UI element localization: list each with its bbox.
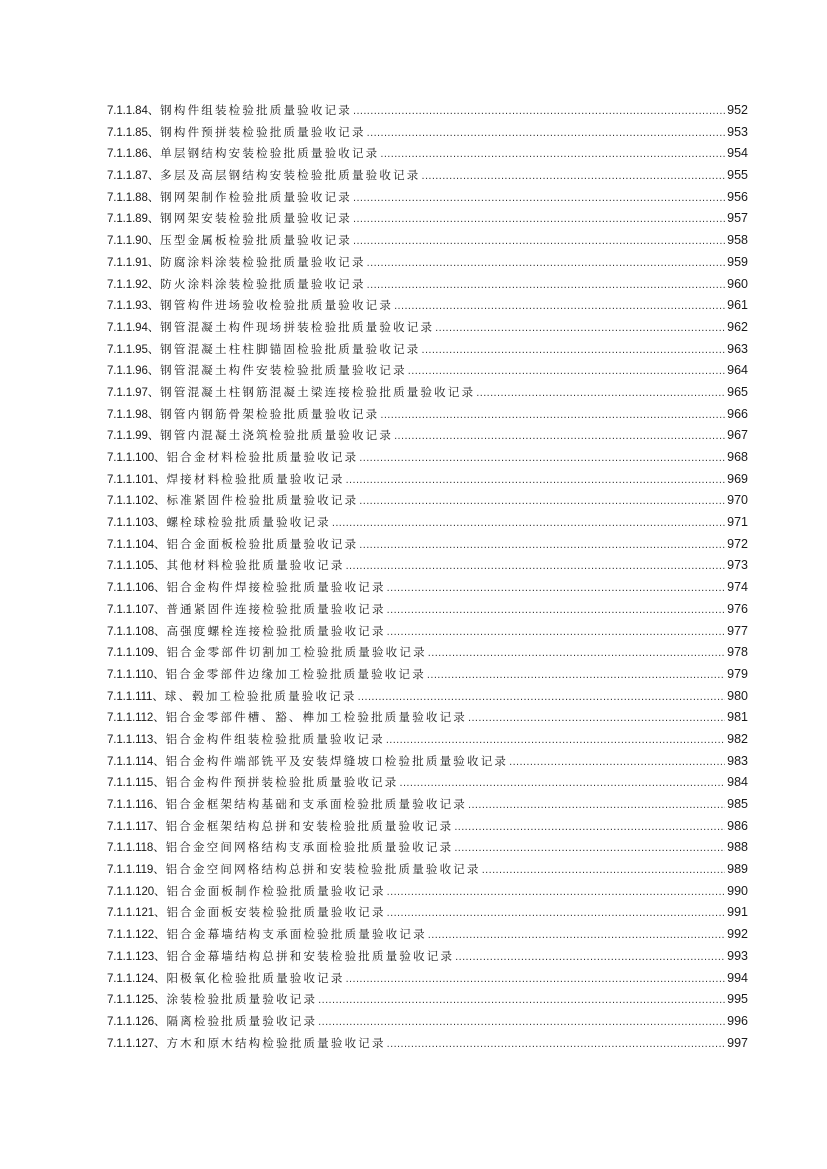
toc-entry[interactable] (107, 902, 748, 924)
toc-entry-number: 7.1.1.122、 (107, 929, 166, 942)
toc-dot-leader (421, 166, 725, 188)
toc-entry-number: 7.1.1.111、 (107, 690, 164, 703)
toc-entry-page-number: 968 (727, 450, 748, 464)
toc-entry[interactable] (107, 100, 748, 122)
toc-dot-leader (435, 318, 725, 340)
toc-entry-page-number: 985 (727, 797, 748, 811)
toc-dot-leader (353, 231, 725, 253)
toc-entry-title: 普通紧固件连接检验批质量验收记录 (166, 601, 386, 616)
toc-entry-number: 7.1.1.119、 (107, 864, 165, 877)
toc-dot-leader (387, 882, 725, 904)
toc-entry-page-number: 958 (727, 233, 748, 248)
toc-entry-page-number: 996 (727, 1013, 748, 1028)
toc-entry[interactable] (107, 274, 748, 296)
toc-dot-leader (387, 1034, 725, 1056)
toc-entry-page-number: 989 (727, 862, 748, 877)
toc-entry[interactable] (107, 317, 748, 339)
toc-entry[interactable] (107, 1033, 748, 1055)
toc-entry-number: 7.1.1.124、 (107, 972, 166, 985)
toc-dot-leader (353, 188, 725, 210)
toc-entry-number: 7.1.1.116、 (107, 799, 165, 811)
toc-entry-number: 7.1.1.125、 (107, 994, 166, 1007)
toc-entry[interactable] (107, 490, 748, 512)
toc-entry-number: 7.1.1.126、 (107, 1015, 166, 1028)
toc-entry-number: 7.1.1.109、 (107, 647, 166, 660)
toc-entry-page-number: 997 (727, 1035, 748, 1050)
toc-entry-page-number: 981 (727, 710, 748, 725)
toc-dot-leader (353, 101, 725, 123)
toc-entry[interactable] (107, 989, 748, 1011)
toc-entry-number: 7.1.1.90、 (107, 235, 160, 248)
toc-entry[interactable] (107, 794, 748, 816)
toc-entry-number: 7.1.1.112、 (107, 712, 165, 725)
toc-entry-page-number: 990 (727, 883, 748, 898)
toc-entry-title: 铝合金框架结构总拼和安装检验批质量验收记录 (165, 818, 454, 833)
toc-entry[interactable] (107, 122, 748, 144)
toc-dot-leader (509, 752, 725, 774)
toc-dot-leader (476, 383, 725, 405)
toc-entry[interactable] (107, 230, 748, 252)
toc-entry-page-number: 979 (727, 666, 748, 681)
toc-entry-title: 铝合金零部件切割加工检验批质量验收记录 (166, 645, 427, 660)
toc-entry-title: 钢管构件进场验收检验批质量验收记录 (160, 298, 394, 313)
toc-entry-title: 钢构件组装检验批质量验收记录 (160, 103, 352, 117)
toc-entry-number: 7.1.1.123、 (107, 950, 166, 963)
toc-dot-leader (387, 600, 725, 622)
toc-entry[interactable] (107, 512, 748, 534)
toc-entry-number: 7.1.1.110、 (107, 668, 165, 681)
toc-dot-leader (387, 578, 725, 600)
toc-dot-leader (408, 361, 725, 383)
toc-entry-number: 7.1.1.108、 (107, 625, 166, 638)
toc-entry-title: 螺栓球检验批质量验收记录 (166, 515, 331, 530)
toc-entry-number: 7.1.1.99、 (107, 430, 160, 443)
toc-entry-title: 钢网架制作检验批质量验收记录 (160, 189, 352, 204)
toc-entry-page-number: 952 (727, 103, 748, 117)
toc-dot-leader (367, 275, 725, 297)
toc-entry[interactable] (107, 772, 748, 794)
toc-entry-title: 钢管混凝土构件现场拼装检验批质量验收记录 (160, 319, 435, 334)
toc-entry[interactable] (107, 555, 748, 577)
toc-entry-number: 7.1.1.88、 (107, 191, 160, 204)
toc-dot-leader (468, 708, 725, 730)
toc-entry-number: 7.1.1.127、 (107, 1037, 166, 1050)
toc-entry-title: 标准紧固件检验批质量验收记录 (166, 493, 359, 508)
toc-entry-page-number: 994 (727, 970, 748, 985)
toc-entry-title: 铝合金构件预拼装检验批质量验收记录 (165, 775, 399, 790)
toc-entry-page-number: 954 (727, 146, 748, 161)
toc-entry-title: 钢管内混凝土浇筑检验批质量验收记录 (160, 428, 394, 443)
toc-entry[interactable] (107, 469, 748, 491)
toc-entry-page-number: 960 (727, 276, 748, 291)
toc-entry-number: 7.1.1.95、 (107, 343, 160, 356)
toc-entry-page-number: 991 (727, 905, 748, 920)
toc-entry-title: 单层钢结构安装检验批质量验收记录 (160, 146, 380, 161)
toc-entry-page-number: 969 (727, 471, 748, 486)
toc-entry-page-number: 976 (727, 601, 748, 616)
toc-dot-leader (367, 253, 725, 275)
toc-entry[interactable] (107, 1011, 748, 1033)
toc-entry-title: 压型金属板检验批质量验收记录 (160, 233, 352, 248)
toc-entry-number: 7.1.1.107、 (107, 603, 166, 616)
toc-entry[interactable] (107, 621, 748, 643)
toc-dot-leader (346, 556, 726, 578)
toc-dot-leader (346, 969, 726, 991)
toc-entry-page-number: 988 (727, 840, 748, 855)
toc-entry-number: 7.1.1.113、 (107, 733, 165, 746)
toc-entry-title: 铝合金构件焊接检验批质量验收记录 (166, 580, 386, 595)
toc-dot-leader (468, 795, 725, 817)
toc-entry[interactable] (107, 859, 748, 881)
toc-entry-title: 其他材料检验批质量验收记录 (166, 558, 345, 573)
toc-entry-page-number: 977 (727, 623, 748, 638)
toc-entry-page-number: 982 (727, 731, 748, 746)
toc-dot-leader (346, 470, 726, 492)
toc-entry[interactable] (107, 339, 748, 361)
toc-entry[interactable] (107, 599, 748, 621)
toc-entry[interactable] (107, 187, 748, 209)
toc-entry-number: 7.1.1.93、 (107, 300, 160, 313)
toc-dot-leader (428, 643, 725, 665)
toc-entry-title: 焊接材料检验批质量验收记录 (166, 471, 345, 486)
toc-entry-number: 7.1.1.114、 (107, 755, 165, 768)
toc-dot-leader (421, 340, 725, 362)
toc-dot-leader (394, 296, 725, 318)
toc-entry[interactable] (107, 295, 748, 317)
toc-entry-title: 铝合金构件端部铣平及安装焊缝坡口检验批质量验收记录 (165, 753, 509, 768)
toc-dot-leader (387, 622, 725, 644)
toc-entry-title: 铝合金面板安装检验批质量验收记录 (166, 905, 386, 920)
toc-entry-number: 7.1.1.91、 (107, 256, 160, 269)
toc-entry-page-number: 959 (727, 254, 748, 269)
toc-entry[interactable] (107, 729, 748, 751)
toc-entry-title: 防腐涂料涂装检验批质量验收记录 (160, 254, 366, 269)
toc-entry-number: 7.1.1.85、 (107, 126, 160, 139)
toc-entry-number: 7.1.1.89、 (107, 213, 160, 226)
toc-entry-page-number: 965 (727, 384, 748, 399)
toc-entry[interactable] (107, 664, 748, 686)
toc-dot-leader (400, 773, 726, 795)
toc-entry-page-number: 962 (727, 319, 748, 334)
toc-entry-number: 7.1.1.87、 (107, 170, 160, 183)
toc-entry-title: 高强度螺栓连接检验批质量验收记录 (166, 623, 386, 638)
toc-entry-title: 多层及高层钢结构安装检验批质量验收记录 (160, 168, 421, 183)
toc-entry-page-number: 995 (727, 992, 748, 1007)
toc-entry[interactable] (107, 165, 748, 187)
toc-entry-title: 铝合金幕墙结构总拼和安装检验批质量验收记录 (166, 948, 455, 963)
toc-entry-title: 铝合金面板检验批质量验收记录 (166, 536, 359, 551)
toc-entry-title: 铝合金构件组装检验批质量验收记录 (165, 731, 385, 746)
toc-entry-title: 钢构件预拼装检验批质量验收记录 (160, 124, 366, 139)
toc-entry-page-number: 983 (727, 753, 748, 768)
toc-entry-page-number: 967 (727, 428, 748, 443)
toc-entry[interactable] (107, 425, 748, 447)
toc-entry-number: 7.1.1.94、 (107, 321, 160, 334)
toc-entry[interactable] (107, 143, 748, 165)
toc-entry-title: 隔离检验批质量验收记录 (166, 1013, 318, 1028)
toc-entry[interactable] (107, 360, 748, 382)
toc-entry-title: 钢网架安装检验批质量验收记录 (160, 211, 352, 226)
toc-entry[interactable] (107, 577, 748, 599)
toc-entry-number: 7.1.1.86、 (107, 148, 160, 161)
toc-entry[interactable] (107, 447, 748, 469)
toc-entry-page-number: 971 (727, 515, 748, 530)
toc-entry-number: 7.1.1.98、 (107, 408, 160, 421)
toc-dot-leader (482, 860, 725, 882)
toc-entry-title: 钢管混凝土柱钢筋混凝土梁连接检验批质量验收记录 (160, 384, 476, 399)
toc-dot-leader (358, 687, 726, 709)
toc-entry-number: 7.1.1.84、 (107, 105, 160, 117)
toc-dot-leader (380, 405, 725, 427)
toc-entry-number: 7.1.1.101、 (107, 473, 166, 486)
toc-entry[interactable] (107, 534, 748, 556)
toc-dot-leader (394, 426, 725, 448)
toc-entry-number: 7.1.1.102、 (107, 495, 166, 508)
toc-dot-leader (318, 1012, 725, 1034)
toc-entry-number: 7.1.1.97、 (107, 386, 160, 399)
toc-entry-page-number: 973 (727, 558, 748, 573)
toc-entry-page-number: 974 (727, 580, 748, 595)
toc-entry[interactable] (107, 686, 748, 708)
toc-entry[interactable] (107, 924, 748, 946)
toc-entry-title: 铝合金零部件边缘加工检验批质量验收记录 (165, 666, 426, 681)
toc-dot-leader (353, 209, 725, 231)
toc-entry-page-number: 972 (727, 536, 748, 551)
toc-entry-title: 钢管内钢筋骨架检验批质量验收记录 (160, 406, 380, 421)
toc-entry-title: 铝合金空间网格结构总拼和安装检验批质量验收记录 (165, 862, 481, 877)
toc-entry[interactable] (107, 252, 748, 274)
toc-dot-leader (359, 535, 725, 557)
toc-entry-title: 铝合金面板制作检验批质量验收记录 (166, 883, 386, 898)
toc-dot-leader (427, 665, 725, 687)
toc-entry-number: 7.1.1.118、 (107, 842, 165, 855)
toc-entry-number: 7.1.1.105、 (107, 560, 166, 573)
toc-dot-leader (359, 448, 725, 470)
toc-dot-leader (380, 144, 725, 166)
toc-dot-leader (359, 491, 725, 513)
toc-entry-title: 方木和原木结构检验批质量验收记录 (166, 1035, 386, 1050)
toc-entry-page-number: 992 (727, 927, 748, 942)
toc-entry-title: 铝合金材料检验批质量验收记录 (166, 450, 359, 464)
toc-entry-title: 铝合金零部件槽、豁、榫加工检验批质量验收记录 (165, 710, 468, 725)
toc-dot-leader (332, 513, 725, 535)
toc-dot-leader (454, 838, 725, 860)
toc-dot-leader (386, 730, 725, 752)
toc-entry-page-number: 993 (727, 948, 748, 963)
toc-dot-leader (455, 947, 725, 969)
toc-entry-number: 7.1.1.121、 (107, 907, 166, 920)
toc-entry[interactable] (107, 881, 748, 903)
toc-entry-page-number: 961 (727, 298, 748, 313)
toc-entry-number: 7.1.1.100、 (107, 452, 166, 464)
toc-entry[interactable] (107, 968, 748, 990)
toc-entry-page-number: 966 (727, 406, 748, 421)
toc-entry-number: 7.1.1.96、 (107, 365, 160, 378)
toc-entry-title: 防火涂料涂装检验批质量验收记录 (160, 276, 366, 291)
toc-entry-number: 7.1.1.120、 (107, 885, 166, 898)
toc-entry-title: 钢管混凝土柱柱脚锚固检验批质量验收记录 (160, 341, 421, 356)
toc-entry[interactable] (107, 208, 748, 230)
toc-entry-title: 钢管混凝土构件安装检验批质量验收记录 (160, 363, 407, 378)
toc-dot-leader (428, 925, 725, 947)
toc-entry[interactable] (107, 707, 748, 729)
toc-dot-leader (367, 123, 725, 145)
toc-entry-page-number: 986 (727, 818, 748, 833)
table-of-contents (107, 100, 748, 1054)
toc-entry-page-number: 980 (727, 688, 748, 703)
toc-entry[interactable] (107, 837, 748, 859)
toc-dot-leader (318, 990, 725, 1012)
toc-entry[interactable] (107, 404, 748, 426)
toc-entry-page-number: 964 (727, 363, 748, 378)
toc-entry-title: 球、毂加工检验批质量验收记录 (164, 688, 357, 703)
toc-entry-page-number: 963 (727, 341, 748, 356)
toc-entry-number: 7.1.1.115、 (107, 777, 165, 790)
toc-entry-title: 铝合金幕墙结构支承面检验批质量验收记录 (166, 927, 427, 942)
toc-dot-leader (454, 817, 725, 839)
toc-entry-page-number: 984 (727, 775, 748, 790)
toc-entry[interactable] (107, 382, 748, 404)
toc-entry-page-number: 957 (727, 211, 748, 226)
toc-entry-title: 涂装检验批质量验收记录 (166, 992, 318, 1007)
toc-entry-title: 阳极氧化检验批质量验收记录 (166, 970, 345, 985)
toc-entry[interactable] (107, 946, 748, 968)
toc-entry-number: 7.1.1.104、 (107, 538, 166, 551)
toc-entry-number: 7.1.1.103、 (107, 517, 166, 530)
toc-entry-page-number: 953 (727, 124, 748, 139)
toc-entry-title: 铝合金框架结构基础和支承面检验批质量验收记录 (165, 797, 468, 811)
toc-entry-page-number: 956 (727, 189, 748, 204)
toc-entry-number: 7.1.1.106、 (107, 582, 166, 595)
toc-entry[interactable] (107, 642, 748, 664)
toc-entry-number: 7.1.1.92、 (107, 278, 160, 291)
toc-entry-page-number: 955 (727, 168, 748, 183)
toc-entry-page-number: 978 (727, 645, 748, 660)
toc-entry[interactable] (107, 816, 748, 838)
toc-dot-leader (387, 903, 725, 925)
toc-entry-number: 7.1.1.117、 (107, 820, 165, 833)
toc-entry-page-number: 970 (727, 493, 748, 508)
toc-entry-title: 铝合金空间网格结构支承面检验批质量验收记录 (165, 840, 454, 855)
toc-entry[interactable] (107, 751, 748, 773)
